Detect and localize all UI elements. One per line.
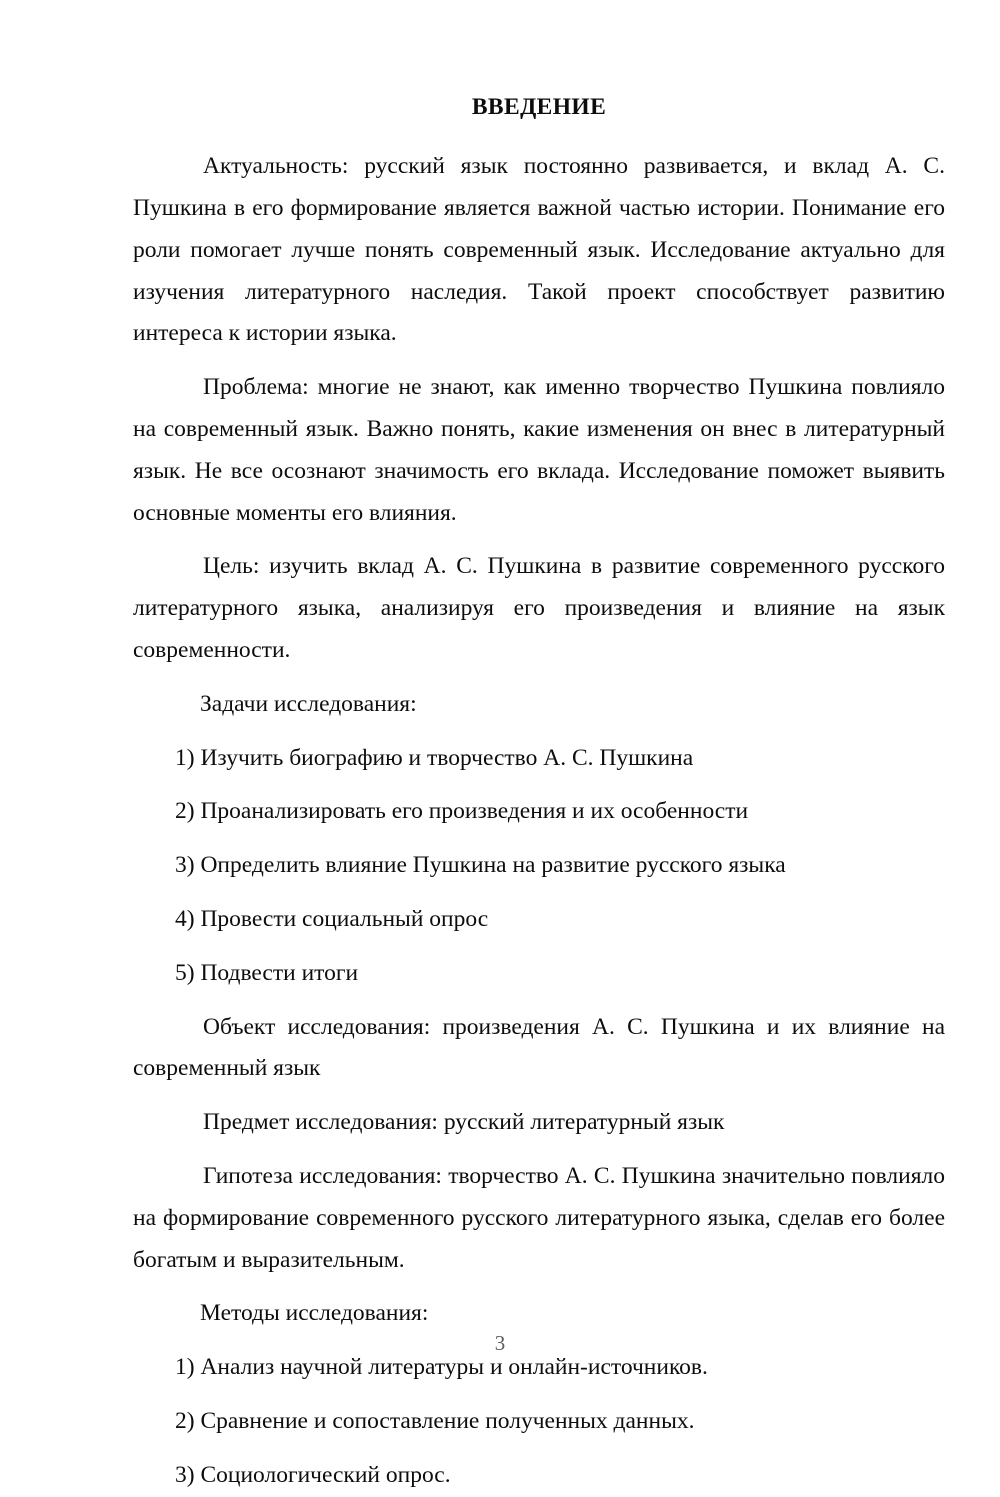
list-item-task-1: 1) Изучить биографию и творчество А. С. Пушкина	[175, 744, 694, 771]
paragraph-hypothesis: Гипотеза исследования: творчество А. С. Пушкина значительно повлияло на формирование современного русского литературного языка, сделав его более богатым и выразительным.	[133, 1162, 945, 1273]
list-item-method-1: 1) Анализ научной литературы и онлайн-источников.	[175, 1354, 708, 1381]
document-body	[133, 0, 945, 1497]
paragraph-subject: Предмет исследования: русский литературный язык	[203, 1109, 725, 1136]
list-item-method-2: 2) Сравнение и сопоставление полученных данных.	[175, 1407, 695, 1434]
label-methods: Методы исследования:	[200, 1300, 429, 1327]
label-tasks: Задачи исследования:	[200, 690, 417, 717]
page-number: 3	[494, 1331, 506, 1355]
list-item-task-3: 3) Определить влияние Пушкина на развитие русского языка	[175, 852, 786, 879]
paragraph-object: Объект исследования: произведения А. С. Пушкина и их влияние на современный язык	[133, 1013, 945, 1082]
list-item-task-2: 2) Проанализировать его произведения и их особенности	[175, 798, 749, 825]
page-title: ВВЕДЕНИЕ	[471, 94, 607, 120]
paragraph-relevance: Актуальность: русский язык постоянно развивается, и вклад А. С. Пушкина в его формирование является важной частью истории. Понимание его роли помогает лучше понять современный язык. Исследование актуально для изучения литературного наследия. Такой проект способствует развитию интереса к истории языка.	[133, 153, 945, 347]
paragraph-problem: Проблема: многие не знают, как именно творчество Пушкина повлияло на современный язык. Важно понять, какие изменения он внес в литературный язык. Не все осознают значимость его вклада. Исследование поможет выявить основные моменты его влияния.	[133, 374, 945, 526]
list-item-method-3: 3) Социологический опрос.	[175, 1461, 451, 1488]
list-item-task-4: 4) Провести социальный опрос	[175, 905, 489, 932]
paragraph-goal: Цель: изучить вклад А. С. Пушкина в развитие современного русского литературного языка, анализируя его произведения и влияние на язык современности.	[133, 553, 945, 663]
list-item-task-5: 5) Подвести итоги	[175, 959, 359, 986]
